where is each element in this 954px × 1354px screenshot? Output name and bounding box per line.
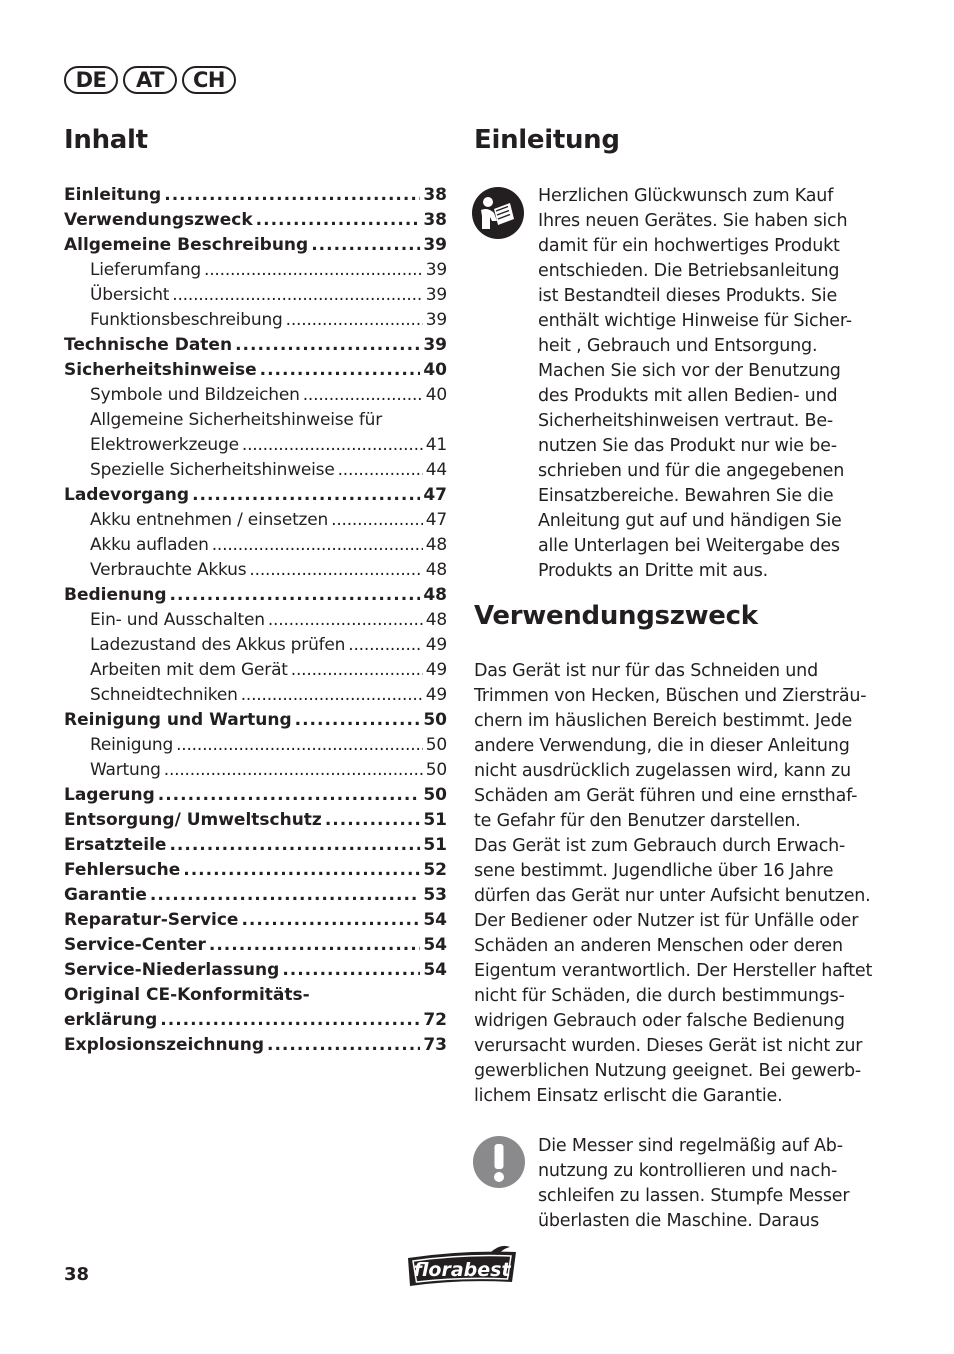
toc-entry-label: Elektrowerkzeuge xyxy=(90,435,239,455)
toc-entry-label: Verbrauchte Akkus xyxy=(90,560,247,580)
toc-entry xyxy=(64,383,447,408)
toc-entry-label: Ladevorgang xyxy=(64,485,190,505)
toc-entry-page: 47 xyxy=(423,485,447,505)
toc-entry-label: Service-Niederlassung xyxy=(64,960,280,980)
toc-leader-dots xyxy=(183,858,420,883)
toc-entry-page: 47 xyxy=(425,510,447,530)
toc-entry-label: Allgemeine Sicherheitshinweise für xyxy=(90,410,382,430)
toc-entry-page: 39 xyxy=(423,235,447,255)
text-line: Einsatzbereiche. Bewahren Sie die xyxy=(538,486,834,506)
toc-entry-page: 54 xyxy=(423,935,447,955)
text-line: Schäden am Gerät führen und eine ernsthaf- xyxy=(474,786,858,806)
toc-leader-dots xyxy=(325,808,421,833)
toc-leader-dots xyxy=(192,483,420,508)
toc-leader-dots xyxy=(303,383,423,408)
toc-leader-dots xyxy=(286,308,423,333)
toc-leader-dots xyxy=(172,283,423,308)
toc-entry-label: Explosionszeichnung xyxy=(64,1035,265,1055)
toc-leader-dots xyxy=(235,333,420,358)
language-badge-de: DE xyxy=(64,66,118,94)
toc-leader-dots xyxy=(158,783,421,808)
toc-entry xyxy=(64,308,447,333)
toc-entry-page: 39 xyxy=(425,285,447,305)
toc-entry-label: Übersicht xyxy=(90,285,170,305)
toc-entry-page: 40 xyxy=(423,360,447,380)
toc-entry xyxy=(64,508,447,533)
table-of-contents xyxy=(64,183,447,1058)
toc-entry-label: Ladezustand des Akkus prüfen xyxy=(90,635,346,655)
toc-entry-page: 39 xyxy=(425,310,447,330)
toc-entry-page: 49 xyxy=(425,635,447,655)
text-line: Schäden an anderen Menschen oder deren xyxy=(474,936,843,956)
toc-entry xyxy=(64,858,447,883)
toc-entry xyxy=(64,633,447,658)
toc-entry xyxy=(64,1008,447,1033)
text-line: nicht für Schäden, die durch bestimmungs- xyxy=(474,986,845,1006)
toc-entry-page: 38 xyxy=(423,210,447,230)
toc-leader-dots xyxy=(331,508,423,533)
toc-leader-dots xyxy=(176,733,423,758)
warning-text xyxy=(538,1134,849,1234)
text-line: ist Bestandteil dieses Produkts. Sie xyxy=(538,286,838,306)
verwendungszweck-text xyxy=(474,659,872,1109)
toc-entry-label: Symbole und Bildzeichen xyxy=(90,385,300,405)
toc-entry-page: 51 xyxy=(423,835,447,855)
toc-entry xyxy=(64,783,447,808)
text-line: enthält wichtige Hinweise für Sicher- xyxy=(538,311,852,331)
toc-entry xyxy=(64,608,447,633)
toc-entry-label: Reinigung xyxy=(90,735,174,755)
text-line: lichem Einsatz erlischt die Garantie. xyxy=(474,1086,783,1106)
toc-entry-label: Akku entnehmen / einsetzen xyxy=(90,510,329,530)
text-line: alle Unterlagen bei Weitergabe des xyxy=(538,536,840,556)
toc-entry-label: Schneidtechniken xyxy=(90,685,238,705)
toc-entry-label: Fehlersuche xyxy=(64,860,181,880)
toc-entry-page: 73 xyxy=(423,1035,447,1055)
text-line: Eigentum verantwortlich. Der Hersteller haftet xyxy=(474,961,873,981)
toc-entry-page: 54 xyxy=(423,910,447,930)
toc-entry xyxy=(64,583,447,608)
toc-leader-dots xyxy=(249,558,422,583)
toc-entry-label: Lieferumfang xyxy=(90,260,201,280)
text-line: nutzung zu kontrollieren und nach- xyxy=(538,1161,838,1181)
toc-entry-label: Lagerung xyxy=(64,785,155,805)
text-line: chern im häuslichen Bereich bestimmt. Jede xyxy=(474,711,853,731)
toc-leader-dots xyxy=(291,658,423,683)
toc-entry-page: 48 xyxy=(425,610,447,630)
verwendungszweck-heading: Verwendungszweck xyxy=(474,601,758,631)
logo-text: florabest xyxy=(413,1259,511,1281)
toc-entry-page: 72 xyxy=(423,1010,447,1030)
toc-entry xyxy=(64,358,447,383)
toc-entry xyxy=(64,708,447,733)
toc-leader-dots xyxy=(204,258,423,283)
toc-entry-label: Original CE-Konformitäts- xyxy=(64,985,310,1005)
toc-entry-label: Bedienung xyxy=(64,585,167,605)
language-badges xyxy=(64,66,236,94)
toc-entry xyxy=(64,908,447,933)
toc-entry-label: Ein- und Ausschalten xyxy=(90,610,265,630)
toc-entry-page: 48 xyxy=(425,560,447,580)
toc-leader-dots xyxy=(256,208,421,233)
read-manual-icon xyxy=(472,187,524,243)
toc-entry-label: Wartung xyxy=(90,760,161,780)
text-line: nutzen Sie das Produkt nur wie be- xyxy=(538,436,837,456)
toc-entry-label: Einleitung xyxy=(64,185,162,205)
text-line: Der Bediener oder Nutzer ist für Unfälle oder xyxy=(474,911,859,931)
text-line: Produkts an Dritte mit aus. xyxy=(538,561,769,581)
toc-entry-page: 49 xyxy=(425,685,447,705)
text-line: Sicherheitshinweisen vertraut. Be- xyxy=(538,411,834,431)
toc-entry-page: 48 xyxy=(425,535,447,555)
toc-leader-dots xyxy=(241,908,420,933)
text-line: des Produkts mit allen Bedien- und xyxy=(538,386,838,406)
toc-entry xyxy=(64,408,447,433)
toc-entry xyxy=(64,183,447,208)
toc-entry-page: 50 xyxy=(423,710,447,730)
text-line: sene bestimmt. Jugendliche über 16 Jahre xyxy=(474,861,834,881)
toc-entry-page: 39 xyxy=(425,260,447,280)
toc-entry-label: Reparatur-Service xyxy=(64,910,239,930)
toc-entry-label: Technische Daten xyxy=(64,335,233,355)
toc-leader-dots xyxy=(268,608,423,633)
text-line: schrieben und für die angegebenen xyxy=(538,461,845,481)
toc-leader-dots xyxy=(282,958,420,983)
language-badge-at: AT xyxy=(123,66,177,94)
toc-entry-page: 50 xyxy=(423,785,447,805)
toc-entry xyxy=(64,1033,447,1058)
toc-entry xyxy=(64,733,447,758)
text-line: Anleitung gut auf und händigen Sie xyxy=(538,511,842,531)
text-line: heit , Gebrauch und Entsorgung. xyxy=(538,336,818,356)
text-line: schleifen zu lassen. Stumpfe Messer xyxy=(538,1186,850,1206)
text-line: überlasten die Maschine. Daraus xyxy=(538,1211,820,1231)
toc-leader-dots xyxy=(267,1033,420,1058)
toc-entry-label: Funktionsbeschreibung xyxy=(90,310,283,330)
toc-entry-page: 54 xyxy=(423,960,447,980)
toc-entry-page: 50 xyxy=(425,760,447,780)
toc-entry-page: 51 xyxy=(423,810,447,830)
florabest-logo xyxy=(404,1244,520,1294)
toc-leader-dots xyxy=(242,433,423,458)
text-line: dürfen das Gerät nur unter Aufsicht benutzen. xyxy=(474,886,871,906)
text-line: andere Verwendung, die in dieser Anleitung xyxy=(474,736,850,756)
toc-entry-label: Spezielle Sicherheitshinweise xyxy=(90,460,335,480)
toc-leader-dots xyxy=(164,758,423,783)
text-line: Trimmen von Hecken, Büschen und Ziersträu- xyxy=(474,686,867,706)
toc-entry-page: 48 xyxy=(423,585,447,605)
toc-entry xyxy=(64,558,447,583)
toc-entry xyxy=(64,208,447,233)
toc-entry xyxy=(64,933,447,958)
toc-leader-dots xyxy=(150,883,420,908)
toc-entry-page: 52 xyxy=(423,860,447,880)
text-line: Das Gerät ist nur für das Schneiden und xyxy=(474,661,818,681)
text-line: damit für ein hochwertiges Produkt xyxy=(538,236,840,256)
toc-entry xyxy=(64,483,447,508)
toc-entry xyxy=(64,533,447,558)
toc-entry-label: Allgemeine Beschreibung xyxy=(64,235,309,255)
text-line: gewerblichen Nutzung geeignet. Bei gewerb- xyxy=(474,1061,862,1081)
toc-leader-dots xyxy=(209,933,420,958)
toc-entry-page: 41 xyxy=(425,435,447,455)
toc-entry xyxy=(64,883,447,908)
page-number: 38 xyxy=(64,1264,90,1285)
toc-leader-dots xyxy=(170,583,421,608)
toc-entry xyxy=(64,958,447,983)
toc-entry-page: 49 xyxy=(425,660,447,680)
toc-leader-dots xyxy=(212,533,423,558)
toc-entry xyxy=(64,458,447,483)
text-line: nicht ausdrücklich zugelassen wird, kann zu xyxy=(474,761,851,781)
toc-entry-page: 40 xyxy=(425,385,447,405)
toc-entry-label: Entsorgung/ Umweltschutz xyxy=(64,810,322,830)
toc-leader-dots xyxy=(311,233,420,258)
toc-entry xyxy=(64,658,447,683)
toc-leader-dots xyxy=(295,708,421,733)
text-line: entschieden. Die Betriebsanleitung xyxy=(538,261,840,281)
toc-entry xyxy=(64,833,447,858)
toc-leader-dots xyxy=(348,633,423,658)
toc-entry-page: 50 xyxy=(425,735,447,755)
einleitung-heading: Einleitung xyxy=(474,125,620,155)
toc-entry-page: 38 xyxy=(423,185,447,205)
toc-entry-label: erklärung xyxy=(64,1010,158,1030)
toc-entry xyxy=(64,983,447,1008)
toc-leader-dots xyxy=(164,183,420,208)
toc-leader-dots xyxy=(260,358,421,383)
toc-entry-label: Sicherheitshinweise xyxy=(64,360,257,380)
toc-leader-dots xyxy=(338,458,423,483)
toc-entry-label: Garantie xyxy=(64,885,147,905)
toc-entry-label: Verwendungszweck xyxy=(64,210,253,230)
toc-entry xyxy=(64,258,447,283)
language-badge-ch: CH xyxy=(182,66,236,94)
toc-leader-dots xyxy=(241,683,423,708)
toc-entry-label: Ersatzteile xyxy=(64,835,167,855)
text-line: Ihres neuen Gerätes. Sie haben sich xyxy=(538,211,848,231)
toc-entry-page: 39 xyxy=(423,335,447,355)
toc-entry-label: Akku aufladen xyxy=(90,535,209,555)
toc-leader-dots xyxy=(169,833,420,858)
toc-leader-dots xyxy=(160,1008,420,1033)
toc-entry-label: Reinigung und Wartung xyxy=(64,710,292,730)
text-line: te Gefahr für den Benutzer darstellen. xyxy=(474,811,801,831)
text-line: Die Messer sind regelmäßig auf Ab- xyxy=(538,1136,843,1156)
toc-entry-page: 53 xyxy=(423,885,447,905)
exclamation-icon xyxy=(473,1136,525,1192)
toc-entry xyxy=(64,808,447,833)
toc-entry xyxy=(64,433,447,458)
text-line: Das Gerät ist zum Gebrauch durch Erwach- xyxy=(474,836,846,856)
text-line: widrigen Gebrauch oder falsche Bedienung xyxy=(474,1011,845,1031)
toc-entry xyxy=(64,283,447,308)
text-line: Herzlichen Glückwunsch zum Kauf xyxy=(538,186,834,206)
toc-entry-label: Service-Center xyxy=(64,935,206,955)
toc-entry-page: 44 xyxy=(425,460,447,480)
toc-entry xyxy=(64,758,447,783)
toc-entry xyxy=(64,333,447,358)
toc-entry xyxy=(64,233,447,258)
text-line: verursacht wurden. Dieses Gerät ist nicht zur xyxy=(474,1036,863,1056)
einleitung-text xyxy=(538,184,852,584)
text-line: Machen Sie sich vor der Benutzung xyxy=(538,361,841,381)
toc-entry-label: Arbeiten mit dem Gerät xyxy=(90,660,288,680)
toc-title: Inhalt xyxy=(64,125,148,155)
toc-entry xyxy=(64,683,447,708)
